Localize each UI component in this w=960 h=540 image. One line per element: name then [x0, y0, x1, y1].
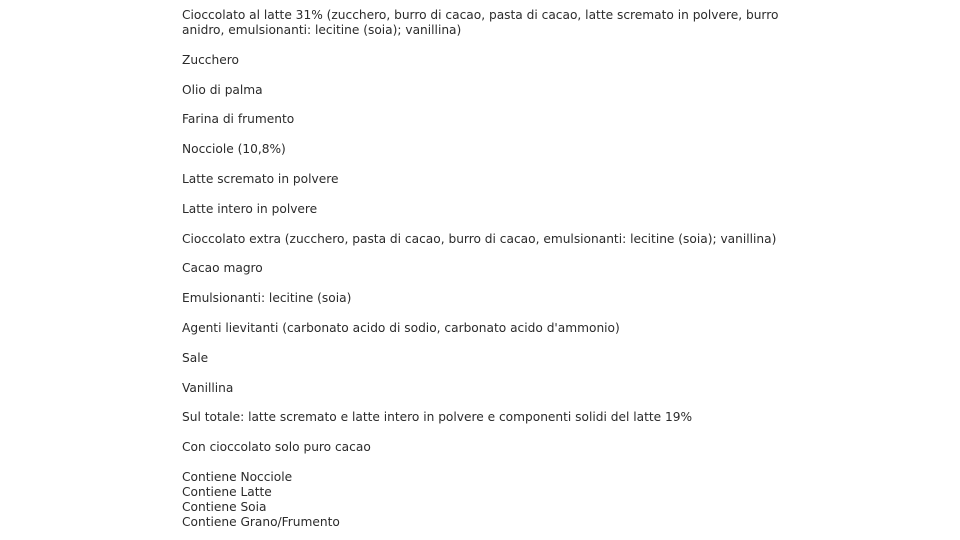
allergen-item: Contiene Soia [182, 499, 267, 514]
ingredient-line: Cioccolato al latte 31% (zucchero, burro di cacao, pasta di cacao, latte scremato in polvere, burro anidro, emulsionanti: lecitine (soia); vanillina) [182, 8, 779, 37]
ingredient-line: Vanillina [182, 380, 234, 395]
ingredient-line: Latte scremato in polvere [182, 171, 339, 186]
ingredient-line: Latte intero in polvere [182, 201, 318, 216]
ingredient-line: Sale [182, 350, 209, 365]
ingredient-line: Sul totale: latte scremato e latte intero in polvere e componenti solidi del latte 19% [182, 410, 693, 425]
allergen-item: Contiene Latte [182, 484, 272, 499]
ingredient-line: Farina di frumento [182, 112, 295, 127]
ingredient-line: Con cioccolato solo puro cacao [182, 440, 371, 455]
ingredient-line: Cioccolato extra (zucchero, pasta di cacao, burro di cacao, emulsionanti: lecitine (soia); vanillina) [182, 231, 777, 246]
ingredient-line: Emulsionanti: lecitine (soia) [182, 291, 352, 306]
ingredient-line: Nocciole (10,8%) [182, 142, 286, 157]
ingredients-content [182, 8, 822, 530]
ingredient-line: Agenti lievitanti (carbonato acido di sodio, carbonato acido d'ammonio) [182, 320, 620, 335]
allergen-item: Contiene Grano/Frumento [182, 514, 340, 529]
allergen-list [182, 470, 822, 530]
ingredient-line: Cacao magro [182, 261, 263, 276]
ingredient-line: Olio di palma [182, 82, 263, 97]
ingredient-line: Zucchero [182, 52, 239, 67]
allergen-item: Contiene Nocciole [182, 469, 293, 484]
